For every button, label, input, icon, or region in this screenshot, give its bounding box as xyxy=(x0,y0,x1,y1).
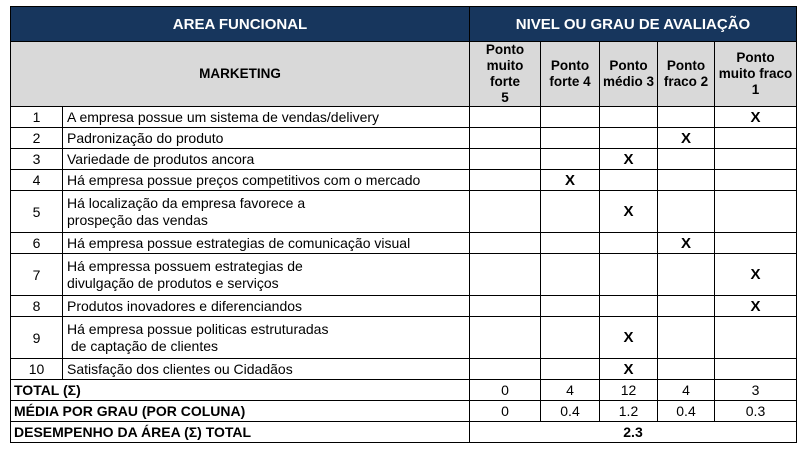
criteria-rows xyxy=(11,107,797,380)
row-description xyxy=(63,359,470,380)
rating-cell xyxy=(658,170,715,191)
rating-cell xyxy=(715,191,797,233)
col-header-muito-fraco xyxy=(715,42,797,107)
rating-cell xyxy=(658,149,715,170)
rating-cell xyxy=(541,107,600,128)
row-description xyxy=(63,170,470,191)
media-value: 0.3 xyxy=(715,401,797,422)
rating-cell xyxy=(470,254,541,296)
table-row xyxy=(11,317,797,359)
col-header-line: muito forte xyxy=(486,58,524,89)
rating-cell xyxy=(600,296,658,317)
row-number: 10 xyxy=(11,359,63,380)
rating-cell xyxy=(470,149,541,170)
row-number: 8 xyxy=(11,296,63,317)
rating-cell: X xyxy=(715,296,797,317)
rating-cell: X xyxy=(541,170,600,191)
description-line: Satisfação dos clientes ou Cidadãos xyxy=(67,360,293,377)
rating-cell xyxy=(600,128,658,149)
row-description xyxy=(63,191,470,233)
media-value: 0.4 xyxy=(658,401,715,422)
description-line: Há localização da empresa favorece a xyxy=(67,194,306,211)
rating-cell xyxy=(658,191,715,233)
rating-cell xyxy=(470,107,541,128)
rating-cell xyxy=(541,254,600,296)
col-header-line: forte 4 xyxy=(549,74,591,89)
row-number: 5 xyxy=(11,191,63,233)
row-number: 4 xyxy=(11,170,63,191)
rating-cell xyxy=(541,233,600,254)
row-number: 1 xyxy=(11,107,63,128)
rating-cell: X xyxy=(658,128,715,149)
col-header-line: Ponto xyxy=(666,58,706,73)
col-header-fraco xyxy=(658,42,715,107)
row-description xyxy=(63,233,470,254)
row-description xyxy=(63,254,470,296)
total-value: 4 xyxy=(658,380,715,401)
table-row xyxy=(11,359,797,380)
description-line: Há empresa possue preços competitivos com o mercado xyxy=(67,171,421,188)
description-line: Há empresa possue politicas estruturadas xyxy=(67,320,329,337)
rating-cell: X xyxy=(658,233,715,254)
col-header-line: Ponto xyxy=(485,42,525,57)
desempenho-label: DESEMPENHO DA ÁREA (Σ) TOTAL xyxy=(11,422,470,443)
description-line: prospeção das vendas xyxy=(67,211,208,228)
col-header-line: Ponto xyxy=(550,58,590,73)
rating-cell xyxy=(715,359,797,380)
rating-cell xyxy=(658,107,715,128)
row-number: 9 xyxy=(11,317,63,359)
total-label: TOTAL (Σ) xyxy=(11,380,470,401)
media-value: 0 xyxy=(470,401,541,422)
col-header-line: fraco 2 xyxy=(663,74,709,89)
col-header-line: médio 3 xyxy=(602,74,654,89)
row-description xyxy=(63,149,470,170)
media-value: 1.2 xyxy=(600,401,658,422)
rating-cell: X xyxy=(600,149,658,170)
rating-cell xyxy=(470,233,541,254)
rating-cell xyxy=(715,233,797,254)
rating-cell xyxy=(600,170,658,191)
rating-cell xyxy=(715,128,797,149)
col-header-line: muito fraco xyxy=(718,66,793,81)
area-funcional-header: AREA FUNCIONAL xyxy=(11,7,470,42)
total-value: 0 xyxy=(470,380,541,401)
col-header-line: Ponto xyxy=(736,50,775,65)
description-line: A empresa possue um sistema de vendas/delivery xyxy=(67,108,380,125)
description-line: Variedade de produtos ancora xyxy=(67,150,255,167)
description-line: de captação de clientes xyxy=(67,337,218,354)
total-value: 4 xyxy=(541,380,600,401)
rating-cell xyxy=(658,359,715,380)
rating-cell xyxy=(541,128,600,149)
media-value: 0.4 xyxy=(541,401,600,422)
table-row xyxy=(11,107,797,128)
rating-cell xyxy=(541,296,600,317)
rating-cell: X xyxy=(600,191,658,233)
table-row xyxy=(11,296,797,317)
rating-cell xyxy=(470,128,541,149)
rating-cell: X xyxy=(715,254,797,296)
rating-cell xyxy=(470,317,541,359)
description-line: Há empressa possuem estrategias de xyxy=(67,257,303,274)
rating-cell: X xyxy=(600,317,658,359)
col-header-line: 1 xyxy=(751,82,760,97)
table-row xyxy=(11,191,797,233)
row-description xyxy=(63,296,470,317)
rating-cell xyxy=(658,254,715,296)
row-description xyxy=(63,317,470,359)
marketing-subheader: MARKETING xyxy=(11,42,470,107)
description-line: Padronização do produto xyxy=(67,129,224,146)
row-description xyxy=(63,107,470,128)
row-number: 3 xyxy=(11,149,63,170)
rating-cell xyxy=(715,149,797,170)
table-row xyxy=(11,170,797,191)
col-header-forte xyxy=(541,42,600,107)
row-description xyxy=(63,128,470,149)
evaluation-table xyxy=(10,6,797,443)
col-header-line: Ponto xyxy=(609,58,648,73)
rating-cell xyxy=(541,191,600,233)
total-value: 3 xyxy=(715,380,797,401)
rating-cell xyxy=(470,170,541,191)
table-row xyxy=(11,254,797,296)
col-header-line: 5 xyxy=(501,90,509,105)
rating-cell xyxy=(600,254,658,296)
rating-cell: X xyxy=(600,359,658,380)
nivel-grau-header: NIVEL OU GRAU DE AVALIAÇÃO xyxy=(470,7,797,42)
row-number: 2 xyxy=(11,128,63,149)
desempenho-value: 2.3 xyxy=(470,422,797,443)
col-header-muito-forte xyxy=(470,42,541,107)
description-line: Produtos inovadores e diferenciandos xyxy=(67,297,303,314)
rating-cell xyxy=(470,191,541,233)
rating-cell xyxy=(541,149,600,170)
rating-cell xyxy=(541,317,600,359)
rating-cell xyxy=(715,317,797,359)
row-number: 7 xyxy=(11,254,63,296)
rating-cell xyxy=(600,107,658,128)
rating-cell xyxy=(470,359,541,380)
rating-cell xyxy=(658,317,715,359)
rating-cell xyxy=(658,296,715,317)
description-line: Há empresa possue estrategias de comunicação visual xyxy=(67,234,411,251)
rating-cell xyxy=(541,359,600,380)
table-row xyxy=(11,128,797,149)
rating-cell xyxy=(715,170,797,191)
table-row xyxy=(11,233,797,254)
rating-cell xyxy=(600,233,658,254)
description-line: divulgação de produtos e serviços xyxy=(67,274,279,291)
row-number: 6 xyxy=(11,233,63,254)
table-row xyxy=(11,149,797,170)
rating-cell: X xyxy=(715,107,797,128)
col-header-medio xyxy=(600,42,658,107)
total-value: 12 xyxy=(600,380,658,401)
rating-cell xyxy=(470,296,541,317)
media-label: MÉDIA POR GRAU (POR COLUNA) xyxy=(11,401,470,422)
